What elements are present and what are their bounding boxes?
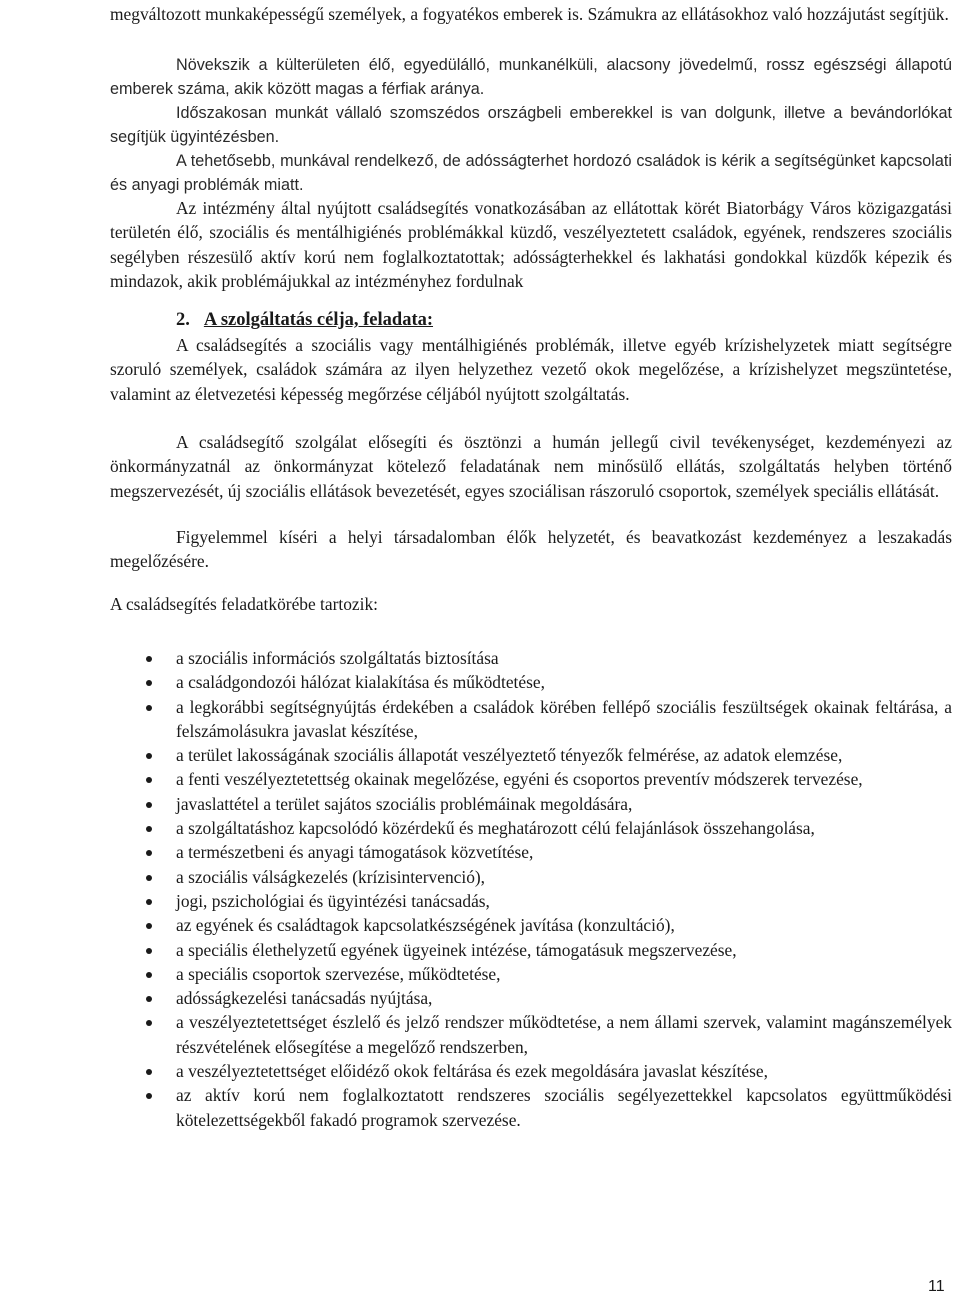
- task-text: a veszélyeztetettséget észlelő és jelző rendszer működtetése, a nem állami szervek, valamint magánszemélyek részvételének elősegítése a megelőző rendszerben,: [176, 1012, 952, 1057]
- bullet-icon: [146, 680, 152, 686]
- task-text: a terület lakosságának szociális állapotát veszélyeztető tényezők felmérése, az adatok elemzése,: [176, 745, 843, 766]
- task-list-item: [110, 1059, 952, 1083]
- task-text: a fenti veszélyeztetettség okainak megelőzése, egyéni és csoportos preventív módszerek tervezése,: [176, 769, 863, 790]
- bullet-icon: [146, 826, 152, 832]
- task-list-item: [110, 986, 952, 1010]
- bullet-icon: [146, 753, 152, 759]
- task-text: az egyének és családtagok kapcsolatkészségének javítása (konzultáció),: [176, 915, 675, 936]
- page-number: 11: [928, 1278, 945, 1295]
- paragraph-neighbouring-workers: Időszakosan munkát vállaló szomszédos országbeli emberekkel is van dolgunk, illetve a bevándorlókat segítjük ügyintézésben.: [110, 104, 952, 147]
- task-list-item: [110, 889, 952, 913]
- task-text: a természetbeni és anyagi támogatások közvetítése,: [176, 842, 534, 863]
- paragraph-monitoring: Figyelemmel kíséri a helyi társadalomban élők helyzetét, és beavatkozást kezdeményez a leszakadás megelőzésére.: [110, 527, 952, 572]
- task-text: az aktív korú nem foglalkoztatott rendszeres szociális segélyezettekkel kapcsolatos együttműködési kötelezettségekből fakadó programok szervezése.: [176, 1085, 952, 1130]
- task-text: a speciális élethelyzetű egyének ügyeinek intézése, támogatásuk megszervezése,: [176, 939, 737, 960]
- bullet-icon: [146, 705, 152, 711]
- bullet-icon: [146, 996, 152, 1002]
- bullet-icon: [146, 1020, 152, 1026]
- bullet-icon: [146, 948, 152, 954]
- task-text: javaslattétel a terület sajátos szociális problémáinak megoldására,: [176, 793, 633, 814]
- task-list-item: [110, 913, 952, 937]
- task-text: a szociális információs szolgáltatás biztosítása: [176, 648, 499, 668]
- paragraph-rural-population: Növekszik a külterületen élő, egyedülálló, munkanélküli, alacsony jövedelmű, rossz egészségi állapotú emberek száma, akik között magas a férfiak aránya.: [110, 56, 952, 99]
- task-list-item: [110, 670, 952, 694]
- section-title: A szolgáltatás célja, feladata:: [203, 310, 434, 330]
- task-list-item: [110, 1083, 952, 1132]
- task-text: a családgondozói hálózat kialakítása és működtetése,: [176, 672, 545, 693]
- bullet-icon: [146, 923, 152, 929]
- paragraph-service-definition: A családsegítés a szociális vagy mentálhigiénés problémák, illetve egyéb krízishelyzetek miatt segítségre szoruló személyek, családok számára az ilyen helyzethez vezető okok megelőzése, a krízishelyzet megszüntetése, valamint az életvezetési képesség megőrzése céljából nyújtott szolgáltatás.: [110, 335, 952, 404]
- bullet-icon: [146, 777, 152, 783]
- task-list-item: [110, 767, 952, 791]
- task-text: a szolgáltatáshoz kapcsolódó közérdekű és meghatározott célú felajánlások összehangolása,: [176, 818, 815, 839]
- paragraph-intro-continued: megváltozott munkaképességű személyek, a fogyatékos emberek is. Számukra az ellátásokhoz való hozzájutást segítjük.: [110, 4, 949, 24]
- tasks-lead: A családsegítés feladatkörébe tartozik:: [110, 594, 378, 614]
- task-text: a szociális válságkezelés (krízisintervenció),: [176, 866, 486, 887]
- task-list-item: [110, 743, 952, 767]
- task-text: a veszélyeztetettséget előidéző okok feltárása és ezek megoldására javaslat készítése,: [176, 1061, 768, 1082]
- section-number: 2.: [176, 310, 190, 330]
- task-list-item: [110, 646, 952, 670]
- paragraph-client-scope: Az intézmény által nyújtott családsegítés vonatkozásában az ellátottak körét Biatorbágy Város közigazgatási területén élő, szociális és mentálhigiénés problémákkal küzdő, veszélyeztetett családok, egyének, rendszeres szociális segélyben részesülő aktív korú nem foglalkoztatottak; adósságterhekkel és lakhatási gondokkal küzdők képezik és mindazok, akik problémájukkal az intézményhez fordulnak: [110, 198, 952, 291]
- bullet-icon: [146, 875, 152, 881]
- task-text: a speciális csoportok szervezése, működtetése,: [176, 963, 501, 984]
- bullet-icon: [146, 1069, 152, 1075]
- task-list-item: [110, 792, 952, 816]
- paragraph-indebted-families: A tehetősebb, munkával rendelkező, de adósságterhet hordozó családok is kérik a segítségünket kapcsolati és anyagi problémák miatt.: [110, 152, 952, 195]
- task-list-item: [110, 938, 952, 962]
- bullet-icon: [146, 656, 152, 662]
- bullet-icon: [146, 1093, 152, 1099]
- task-list-item: [110, 695, 952, 744]
- paragraph-service-role: A családsegítő szolgálat elősegíti és ösztönzi a humán jellegű civil tevékenységet, kezdeményezi az önkormányzatnál az önkormányzat kötelező feladatának nem minősülő ellátás, szolgáltatás helyben történő megszervezését, új szociális ellátások bevezetését, egyes szociálisan rászoruló csoportok, személyek speciális ellátását.: [110, 432, 952, 501]
- bullet-icon: [146, 972, 152, 978]
- task-text: adósságkezelési tanácsadás nyújtása,: [176, 988, 433, 1009]
- bullet-icon: [146, 802, 152, 808]
- bullet-icon: [146, 899, 152, 905]
- task-list-item: [110, 840, 952, 864]
- task-list-item: [110, 865, 952, 889]
- task-list-item: [110, 1010, 952, 1059]
- task-list-item: [110, 816, 952, 840]
- task-text: a legkorábbi segítségnyújtás érdekében a családok körében fellépő szociális feszültségek okainak feltárása, a felszámolásukra javaslat készítése,: [176, 696, 952, 741]
- task-list: [110, 646, 952, 1132]
- section-heading: [176, 310, 433, 331]
- task-text: jogi, pszichológiai és ügyintézési tanácsadás,: [176, 890, 490, 911]
- bullet-icon: [146, 850, 152, 856]
- task-list-item: [110, 962, 952, 986]
